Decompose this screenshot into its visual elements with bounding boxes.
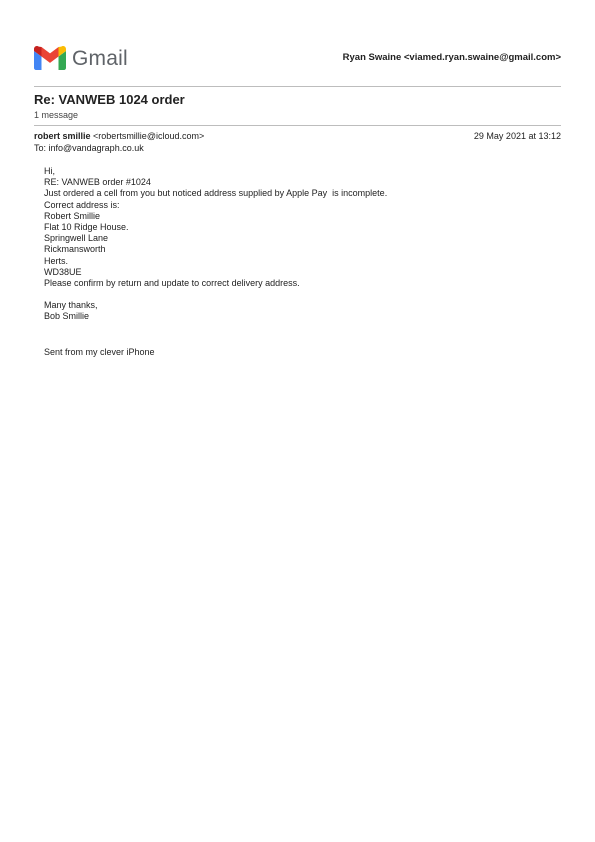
body-line: Springwell Lane	[44, 233, 109, 244]
gmail-logo	[34, 44, 134, 72]
body-line: Hi,	[44, 166, 55, 176]
account-address: Ryan Swaine <viamed.ryan.swaine@gmail.com>	[342, 52, 561, 63]
message-body	[44, 166, 544, 358]
recipient-line: To: info@vandagraph.co.uk	[34, 143, 144, 153]
body-line: Robert Smillie	[44, 210, 101, 221]
sender-email: <robertsmillie@icloud.com>	[93, 131, 205, 141]
email-signature: Sent from my clever iPhone	[44, 347, 155, 358]
blank-line	[44, 289, 544, 300]
blank-lines	[44, 323, 544, 345]
thread-subject: Re: VANWEB 1024 order	[34, 92, 185, 107]
signoff-line: Many thanks,	[44, 300, 98, 311]
body-line: RE: VANWEB order #1024	[44, 177, 151, 188]
sender-name: robert smillie	[34, 131, 91, 141]
subject-divider	[34, 125, 561, 126]
print-header	[34, 42, 561, 74]
body-line: Correct address is:	[44, 199, 120, 210]
body-line: Please confirm by return and update to correct delivery address.	[44, 277, 300, 288]
message-count: 1 message	[34, 110, 79, 120]
sender-line	[34, 131, 204, 141]
header-divider	[34, 86, 561, 87]
body-line: Flat 10 Ridge House.	[44, 221, 129, 232]
gmail-wordmark: Gmail	[72, 47, 128, 70]
signoff-line: Bob Smillie	[44, 311, 90, 322]
body-line: WD38UE	[44, 266, 82, 277]
body-line: Herts.	[44, 255, 69, 266]
body-line: Just ordered a cell from you but noticed address supplied by Apple Pay is incomplete.	[44, 188, 388, 199]
body-line: Rickmansworth	[44, 244, 106, 255]
gmail-m-icon	[34, 46, 66, 70]
message-date: 29 May 2021 at 13:12	[473, 131, 561, 141]
